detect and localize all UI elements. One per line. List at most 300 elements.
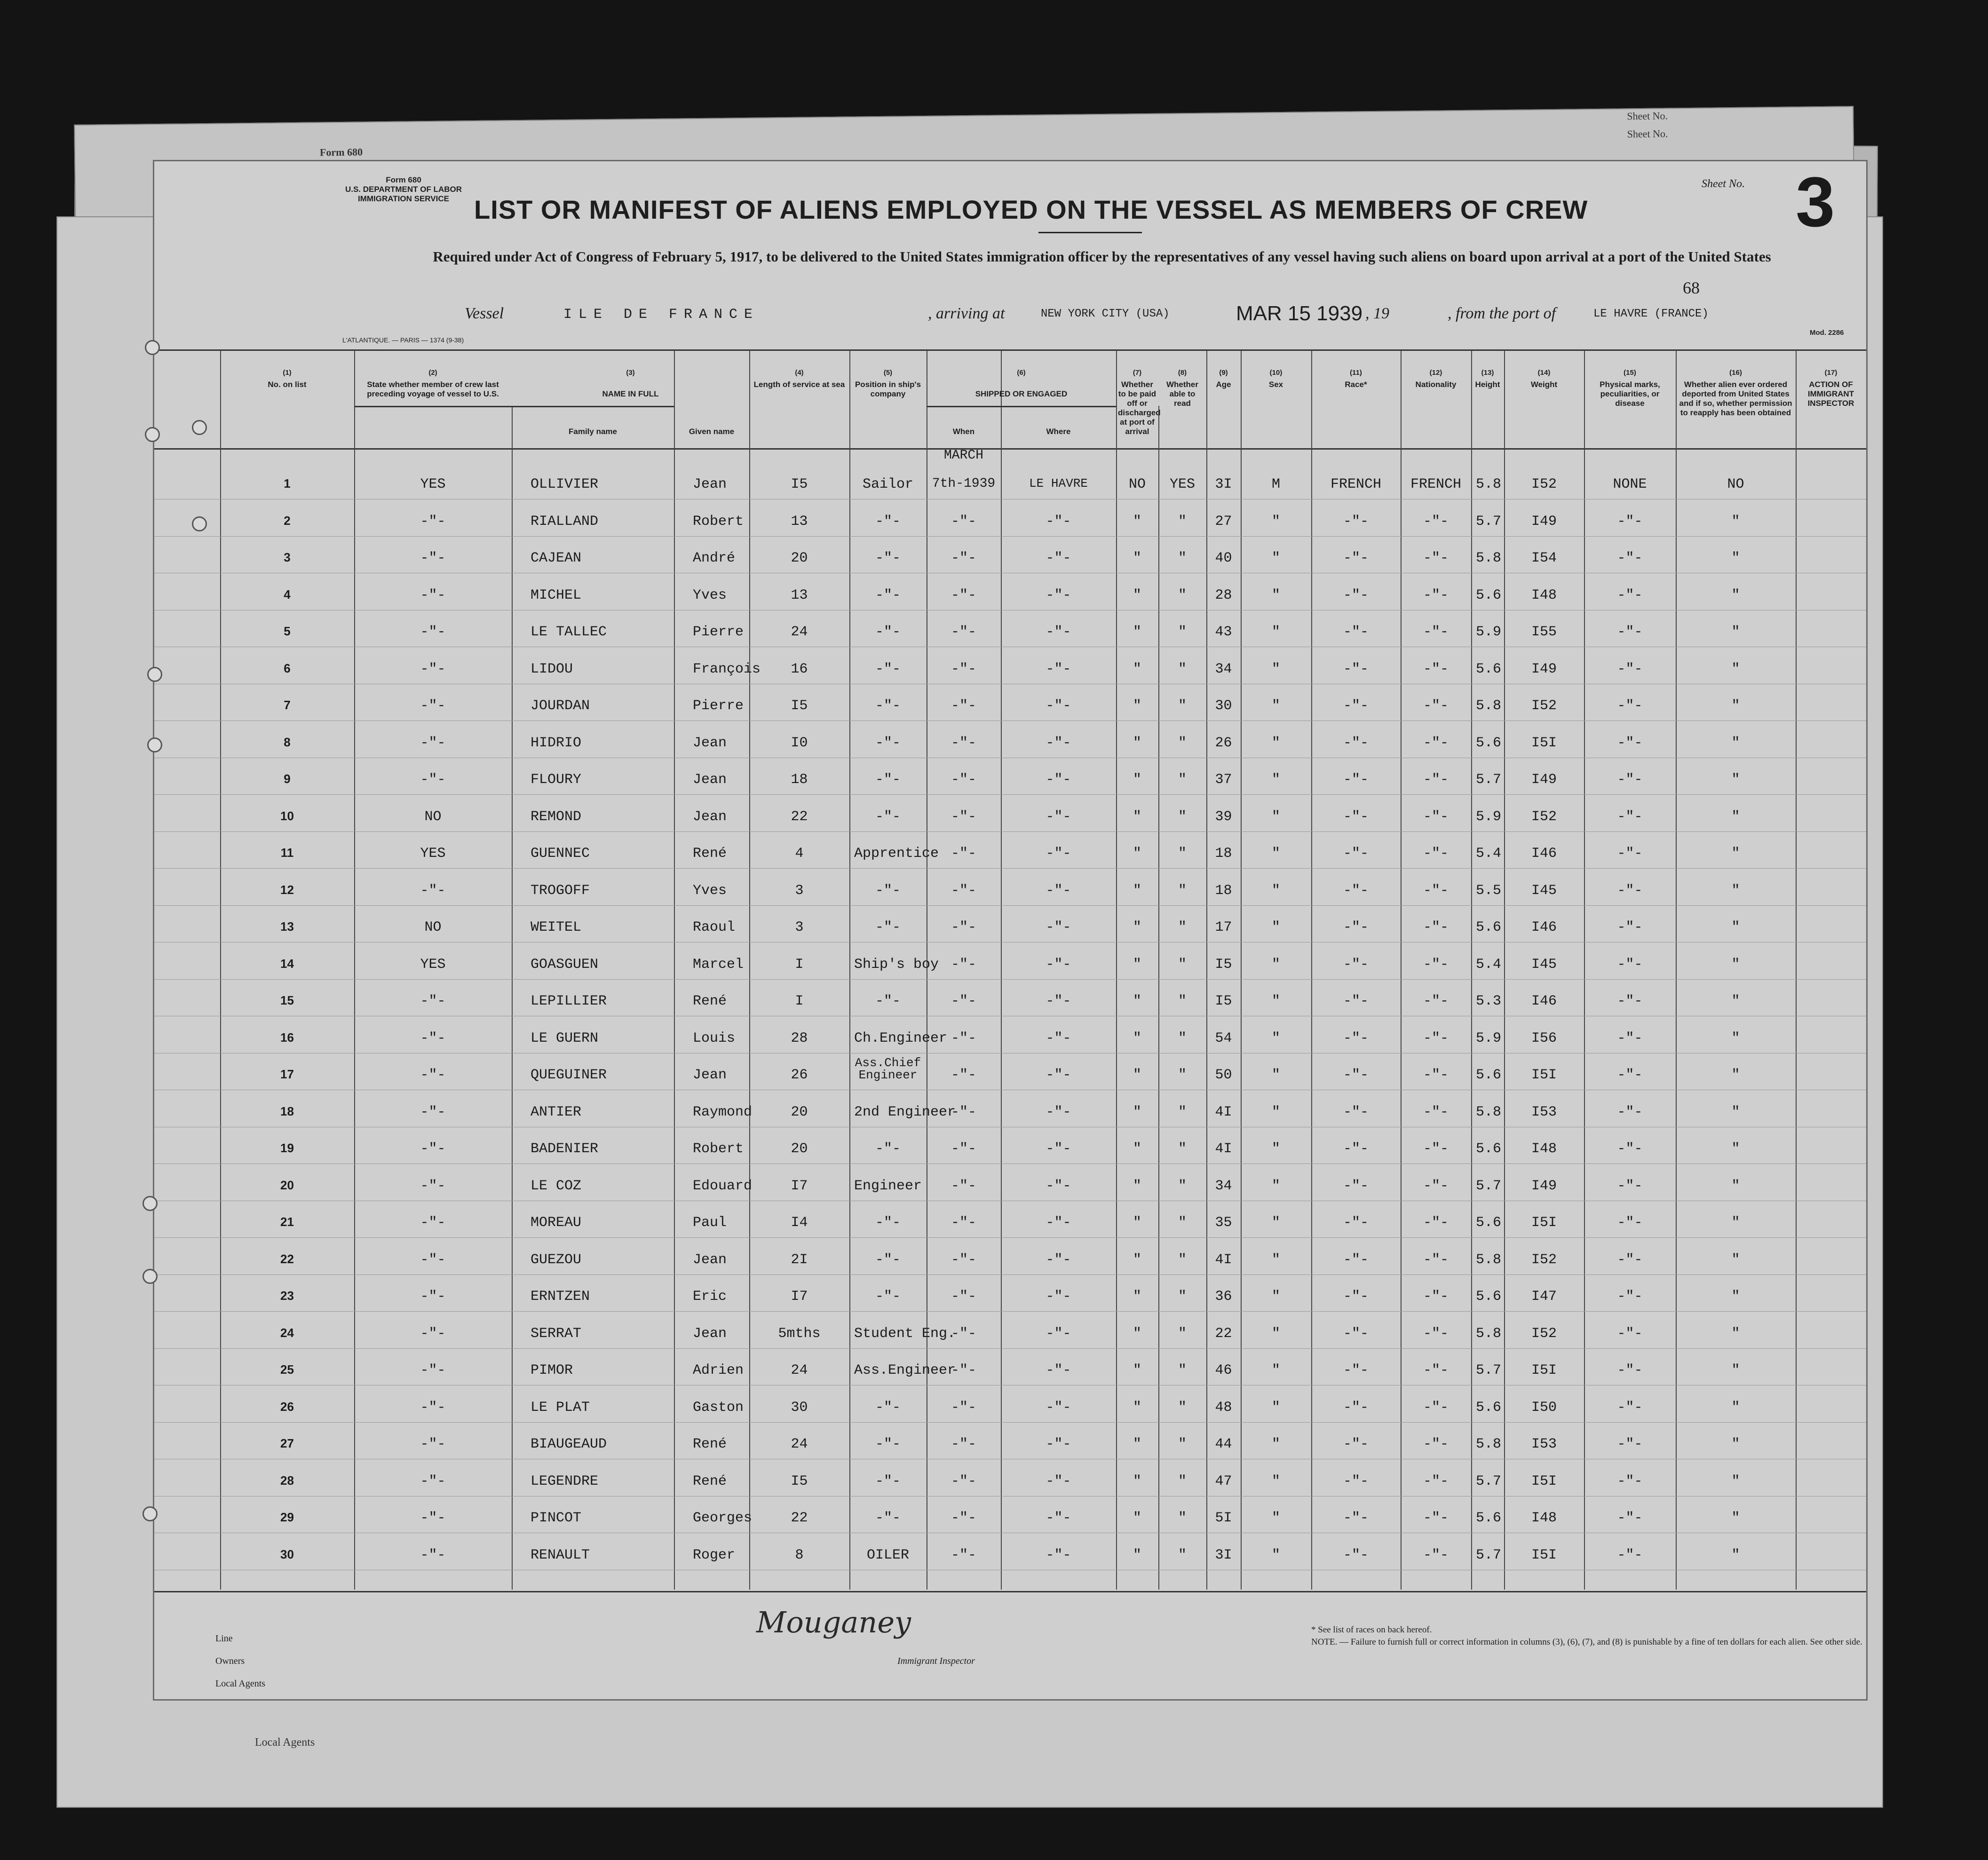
cell-paid: " (1133, 919, 1141, 935)
cell-weight: I5I (1531, 1067, 1557, 1083)
cell-where: -"- (1045, 1067, 1071, 1083)
column-number: (15) (1624, 369, 1636, 377)
cell-paid: " (1133, 1325, 1141, 1342)
cell-race: -"- (1343, 772, 1369, 788)
cell-no: 30 (280, 1547, 294, 1561)
column-number: (14) (1537, 369, 1551, 377)
cell-no: 21 (280, 1215, 294, 1229)
cell-family: LE GUERN (531, 1030, 599, 1046)
cell-paid: NO (1128, 476, 1146, 492)
table-row (154, 979, 1866, 980)
cell-when: MARCH (943, 448, 983, 463)
cell-no: 1 (284, 476, 291, 491)
cell-no: 11 (280, 846, 294, 860)
table-row (154, 1422, 1866, 1423)
cell-prev: -"- (420, 1141, 446, 1157)
cell-paid: " (1133, 1251, 1141, 1268)
cell-given: Jean (693, 1067, 727, 1083)
cell-no: 4 (284, 587, 291, 602)
cell-paid: " (1133, 772, 1141, 788)
cell-paid: " (1133, 882, 1141, 899)
cell-when: -"- (950, 513, 976, 530)
cell-when: -"- (950, 1325, 976, 1342)
column-number: (5) (883, 369, 893, 377)
cell-age: 35 (1215, 1215, 1232, 1231)
cell-age: 50 (1215, 1067, 1232, 1083)
cell-position: OILER (866, 1547, 909, 1563)
cell-where: -"- (1045, 735, 1071, 751)
cell-nat: -"- (1423, 1362, 1449, 1378)
table-header-rule (154, 448, 1866, 450)
cell-read: " (1178, 1510, 1187, 1526)
cell-marks: -"- (1617, 513, 1643, 530)
cell-given: Raymond (693, 1104, 752, 1120)
column-header: Whether alien ever ordered deported from United States and if so, whether permission to reapply has been obtained (1679, 380, 1792, 417)
cell-no: 7 (284, 698, 291, 712)
cell-height: 5.4 (1476, 956, 1502, 973)
cell-race: -"- (1343, 1473, 1369, 1489)
footnote (1311, 1624, 1876, 1648)
cell-position: -"- (875, 661, 901, 677)
cell-paid: " (1133, 1510, 1141, 1526)
cell-age: 4I (1215, 1251, 1232, 1268)
cell-when: -"- (950, 808, 976, 825)
column-number: (6) (1017, 369, 1026, 377)
cell-sex: " (1271, 1289, 1280, 1305)
cell-sex: " (1271, 1547, 1280, 1563)
column-header: Sex (1268, 380, 1283, 389)
cell-sex: " (1271, 698, 1280, 714)
cell-given: Edouard (693, 1178, 752, 1194)
cell-race: -"- (1343, 1215, 1369, 1231)
cell-age: 43 (1215, 624, 1232, 640)
cell-deported: " (1731, 846, 1740, 862)
cell-weight: I46 (1531, 846, 1557, 862)
cell-read: " (1178, 661, 1187, 677)
column-header: Whether to be paid off or discharged at port of arrival (1118, 380, 1161, 436)
cell-height: 5.8 (1476, 1104, 1502, 1120)
cell-race: -"- (1343, 1178, 1369, 1194)
cell-prev: -"- (420, 1362, 446, 1378)
cell-race: -"- (1343, 1141, 1369, 1157)
column-header: Age (1216, 380, 1231, 389)
cell-nat: -"- (1423, 1399, 1449, 1416)
column-number: (12) (1429, 369, 1442, 377)
cell-when: -"- (950, 661, 976, 677)
cell-when: -"- (950, 698, 976, 714)
cell-read: " (1178, 1030, 1187, 1046)
cell-given: Marcel (693, 956, 744, 973)
vessel-line (465, 302, 1829, 325)
cell-sex: " (1271, 956, 1280, 973)
cell-deported: " (1731, 624, 1740, 640)
cell-prev: -"- (420, 1399, 446, 1416)
cell-sex: " (1271, 1473, 1280, 1489)
cell-weight: I45 (1531, 882, 1557, 899)
table-row (154, 536, 1866, 537)
cell-read: " (1178, 1215, 1187, 1231)
table-row (154, 1274, 1866, 1275)
cell-given: Louis (693, 1030, 736, 1046)
cell-deported: " (1731, 1473, 1740, 1489)
cell-when: -"- (950, 1362, 976, 1378)
cell-no: 5 (284, 624, 291, 638)
cell-marks: -"- (1617, 1362, 1643, 1378)
column-number: (16) (1729, 369, 1742, 377)
cell-age: 4I (1215, 1104, 1232, 1120)
cell-position: -"- (875, 698, 901, 714)
cell-height: 5.5 (1476, 882, 1502, 899)
cell-weight: I48 (1531, 1510, 1557, 1526)
cell-paid: " (1133, 1473, 1141, 1489)
printer-line: L'ATLANTIQUE. — PARIS — 1374 (9-38) (342, 336, 464, 344)
cell-family: BADENIER (531, 1141, 599, 1157)
cell-paid: " (1133, 1215, 1141, 1231)
cell-paid: " (1133, 1362, 1141, 1378)
cell-weight: I52 (1531, 1251, 1557, 1268)
cell-no: 17 (280, 1067, 294, 1081)
cell-deported: " (1731, 1104, 1740, 1120)
cell-family: REMOND (531, 808, 582, 825)
cell-sex: " (1271, 1067, 1280, 1083)
cell-service: I (795, 956, 804, 973)
binder-hole-icon (143, 1506, 158, 1521)
cell-height: 5.6 (1476, 1215, 1502, 1231)
cell-where: -"- (1045, 808, 1071, 825)
cell-given: Robert (693, 513, 744, 530)
cell-given: Paul (693, 1215, 727, 1231)
cell-service: 24 (791, 624, 808, 640)
cell-service: 22 (791, 1510, 808, 1526)
owners-label: Owners (215, 1656, 245, 1666)
cell-race: -"- (1343, 1399, 1369, 1416)
cell-height: 5.6 (1476, 1399, 1502, 1416)
cell-where: -"- (1045, 1178, 1071, 1194)
cell-paid: " (1133, 1104, 1141, 1120)
cell-service: I4 (791, 1215, 808, 1231)
column-header: Race* (1345, 380, 1367, 389)
cell-height: 5.7 (1476, 1178, 1502, 1194)
cell-sex: " (1271, 1215, 1280, 1231)
cell-family: MOREAU (531, 1215, 582, 1231)
cell-position: -"- (875, 587, 901, 603)
under-local-agents: Local Agents (255, 1736, 315, 1749)
cell-weight: I49 (1531, 772, 1557, 788)
vessel-label: Vessel (465, 305, 504, 322)
cell-height: 5.8 (1476, 476, 1502, 492)
cell-race: -"- (1343, 1251, 1369, 1268)
cell-when: -"- (950, 993, 976, 1009)
cell-where: LE HAVRE (1029, 476, 1088, 491)
cell-prev: -"- (420, 698, 446, 714)
cell-paid: " (1133, 1289, 1141, 1305)
cell-marks: -"- (1617, 1104, 1643, 1120)
cell-height: 5.7 (1476, 1547, 1502, 1563)
cell-family: LEPILLIER (531, 993, 607, 1009)
cell-family: CAJEAN (531, 550, 582, 566)
cell-family: BIAUGEAUD (531, 1436, 607, 1452)
cell-when: -"- (950, 735, 976, 751)
cell-position: -"- (875, 1510, 901, 1526)
cell-given: René (693, 1473, 727, 1489)
cell-where: -"- (1045, 1141, 1071, 1157)
cell-read: " (1178, 772, 1187, 788)
cell-prev: -"- (420, 1215, 446, 1231)
cell-height: 5.6 (1476, 1289, 1502, 1305)
column-header: Physical marks, peculiarities, or disease (1600, 380, 1660, 408)
cell-position: Ship's boy (854, 956, 939, 973)
cell-sex: M (1271, 476, 1280, 492)
cell-weight: I47 (1531, 1289, 1557, 1305)
cell-family: GUENNEC (531, 846, 590, 862)
cell-given: Jean (693, 772, 727, 788)
cell-position: 2nd Engineer (854, 1104, 956, 1120)
table-row (154, 1163, 1866, 1164)
inspector-signature: Mouganey (756, 1605, 911, 1639)
cell-age: 18 (1215, 882, 1232, 899)
cell-when: -"- (950, 1289, 976, 1305)
cell-height: 5.9 (1476, 624, 1502, 640)
cell-weight: I46 (1531, 993, 1557, 1009)
cell-marks: -"- (1617, 1067, 1643, 1083)
cell-family: PINCOT (531, 1510, 582, 1526)
cell-where: -"- (1045, 550, 1071, 566)
cell-deported: " (1731, 735, 1740, 751)
cell-weight: I56 (1531, 1030, 1557, 1046)
cell-marks: -"- (1617, 550, 1643, 566)
cell-age: 5I (1215, 1510, 1232, 1526)
cell-position: -"- (875, 1473, 901, 1489)
cell-height: 5.6 (1476, 919, 1502, 935)
cell-read: " (1178, 808, 1187, 825)
cell-position: -"- (875, 735, 901, 751)
cell-marks: -"- (1617, 772, 1643, 788)
cell-nat: -"- (1423, 624, 1449, 640)
column-header: SHIPPED OR ENGAGED (975, 389, 1068, 398)
cell-given: Raoul (693, 919, 736, 935)
cell-nat: -"- (1423, 1510, 1449, 1526)
cell-deported: " (1731, 550, 1740, 566)
cell-prev: -"- (420, 587, 446, 603)
cell-weight: I50 (1531, 1399, 1557, 1416)
cell-prev: -"- (420, 1178, 446, 1194)
cell-height: 5.8 (1476, 1436, 1502, 1452)
cell-prev: -"- (420, 735, 446, 751)
cell-prev: -"- (420, 993, 446, 1009)
cell-race: -"- (1343, 1510, 1369, 1526)
cell-paid: " (1133, 661, 1141, 677)
cell-service: 3 (795, 919, 804, 935)
cell-read: " (1178, 846, 1187, 862)
cell-race: -"- (1343, 735, 1369, 751)
cell-given: Pierre (693, 698, 744, 714)
cell-age: 36 (1215, 1289, 1232, 1305)
cell-no: 23 (280, 1289, 294, 1303)
cell-nat: -"- (1423, 735, 1449, 751)
cell-marks: -"- (1617, 1399, 1643, 1416)
cell-marks: -"- (1617, 735, 1643, 751)
cell-where: -"- (1045, 1436, 1071, 1452)
cell-service: 20 (791, 1104, 808, 1120)
cell-when: -"- (950, 1251, 976, 1268)
arriving-port: NEW YORK CITY (USA) (1041, 308, 1170, 320)
cell-race: -"- (1343, 513, 1369, 530)
cell-no: 15 (280, 993, 294, 1007)
cell-deported: " (1731, 1178, 1740, 1194)
cell-read: " (1178, 1325, 1187, 1342)
cell-position: Ass.Engineer (854, 1362, 956, 1378)
race-note: * See list of races on back hereof. (1311, 1625, 1432, 1635)
cell-race: -"- (1343, 919, 1369, 935)
cell-service: 24 (791, 1362, 808, 1378)
binder-hole-icon (145, 427, 160, 442)
cell-where: -"- (1045, 1251, 1071, 1268)
binder-hole-icon (192, 420, 207, 435)
cell-weight: I5I (1531, 1215, 1557, 1231)
cell-service: 5mths (778, 1325, 821, 1342)
cell-nat: -"- (1423, 772, 1449, 788)
table-row (154, 905, 1866, 906)
cell-family: LE TALLEC (531, 624, 607, 640)
cell-nat: -"- (1423, 956, 1449, 973)
under-sheet-label: Sheet No. (1627, 127, 1668, 140)
cell-deported: " (1731, 513, 1740, 530)
cell-family: HIDRIO (531, 735, 582, 751)
cell-when: -"- (950, 1473, 976, 1489)
service: IMMIGRATION SERVICE (358, 194, 449, 203)
cell-prev: -"- (420, 1325, 446, 1342)
cell-age: 28 (1215, 587, 1232, 603)
cell-deported: " (1731, 1289, 1740, 1305)
cell-deported: " (1731, 698, 1740, 714)
cell-where: -"- (1045, 1104, 1071, 1120)
from-label: , from the port of (1448, 305, 1556, 322)
sub-header-given-name: Given name (689, 427, 735, 436)
cell-prev: NO (424, 808, 442, 825)
cell-service: 13 (791, 513, 808, 530)
cell-sex: " (1271, 624, 1280, 640)
cell-read: " (1178, 993, 1187, 1009)
cell-sex: " (1271, 1362, 1280, 1378)
cell-deported: " (1731, 661, 1740, 677)
cell-sex: " (1271, 1030, 1280, 1046)
cell-paid: " (1133, 1547, 1141, 1563)
cell-when: -"- (950, 1178, 976, 1194)
table-row (154, 794, 1866, 795)
cell-position: -"- (875, 808, 901, 825)
cell-prev: -"- (420, 1067, 446, 1083)
cell-height: 5.8 (1476, 1325, 1502, 1342)
cell-prev: -"- (420, 624, 446, 640)
cell-read: " (1178, 624, 1187, 640)
sub-header-where: Where (1046, 427, 1071, 436)
table-top-rule (154, 349, 1866, 351)
cell-weight: I5I (1531, 1473, 1557, 1489)
cell-given: André (693, 550, 736, 566)
cell-deported: " (1731, 1030, 1740, 1046)
cell-deported: " (1731, 808, 1740, 825)
cell-nat: -"- (1423, 846, 1449, 862)
cell-age: 18 (1215, 846, 1232, 862)
cell-service: 16 (791, 661, 808, 677)
sub-header-when: When (952, 427, 975, 436)
cell-when: -"- (950, 919, 976, 935)
cell-sex: " (1271, 808, 1280, 825)
cell-race: -"- (1343, 846, 1369, 862)
column-number: (1) (283, 369, 292, 377)
cell-marks: -"- (1617, 956, 1643, 973)
cell-weight: I5I (1531, 1362, 1557, 1378)
cell-where: -"- (1045, 513, 1071, 530)
cell-race: -"- (1343, 661, 1369, 677)
cell-nat: -"- (1423, 1030, 1449, 1046)
cell-weight: I55 (1531, 624, 1557, 640)
cell-sex: " (1271, 1178, 1280, 1194)
cell-marks: -"- (1617, 1141, 1643, 1157)
cell-nat: -"- (1423, 1325, 1449, 1342)
cell-race: -"- (1343, 1289, 1369, 1305)
cell-no: 8 (284, 735, 291, 749)
cell-no: 20 (280, 1178, 294, 1192)
cell-family: MICHEL (531, 587, 582, 603)
cell-where: -"- (1045, 661, 1071, 677)
cell-prev: YES (420, 956, 446, 973)
binder-hole-icon (192, 516, 207, 531)
cell-race: -"- (1343, 550, 1369, 566)
date-stamp: MAR 15 1939 (1236, 302, 1363, 325)
cell-height: 5.7 (1476, 513, 1502, 530)
cell-no: 26 (280, 1399, 294, 1414)
cell-sex: " (1271, 735, 1280, 751)
cell-paid: " (1133, 846, 1141, 862)
vessel-name: ILE DE FRANCE (563, 307, 760, 323)
column-number: (9) (1219, 369, 1228, 377)
cell-service: I7 (791, 1289, 808, 1305)
cell-paid: " (1133, 956, 1141, 973)
cell-given: Pierre (693, 624, 744, 640)
cell-no: 16 (280, 1030, 294, 1045)
cell-given: René (693, 846, 727, 862)
cell-where: -"- (1045, 1362, 1071, 1378)
cell-nat: -"- (1423, 1067, 1449, 1083)
cell-service: I (795, 993, 804, 1009)
cell-when: -"- (950, 956, 976, 973)
line-label: Line (215, 1633, 233, 1644)
table-row (154, 1237, 1866, 1238)
cell-when: 7th-1939 (932, 476, 996, 491)
cell-given: Robert (693, 1141, 744, 1157)
cell-prev: -"- (420, 513, 446, 530)
cell-prev: -"- (420, 1473, 446, 1489)
table-row (154, 831, 1866, 832)
cell-age: 30 (1215, 698, 1232, 714)
cell-weight: I5I (1531, 1547, 1557, 1563)
cell-race: -"- (1343, 1547, 1369, 1563)
cell-where: -"- (1045, 1510, 1071, 1526)
cell-when: -"- (950, 1030, 976, 1046)
cell-nat: -"- (1423, 993, 1449, 1009)
cell-read: " (1178, 1067, 1187, 1083)
cell-given: Roger (693, 1547, 736, 1563)
column-number: (2) (428, 369, 437, 377)
table-row (154, 720, 1866, 721)
cell-given: Yves (693, 882, 727, 899)
cell-family: ANTIER (531, 1104, 582, 1120)
cell-prev: YES (420, 476, 446, 492)
cell-service: 30 (791, 1399, 808, 1416)
column-number: (11) (1350, 369, 1362, 377)
cell-when: -"- (950, 624, 976, 640)
